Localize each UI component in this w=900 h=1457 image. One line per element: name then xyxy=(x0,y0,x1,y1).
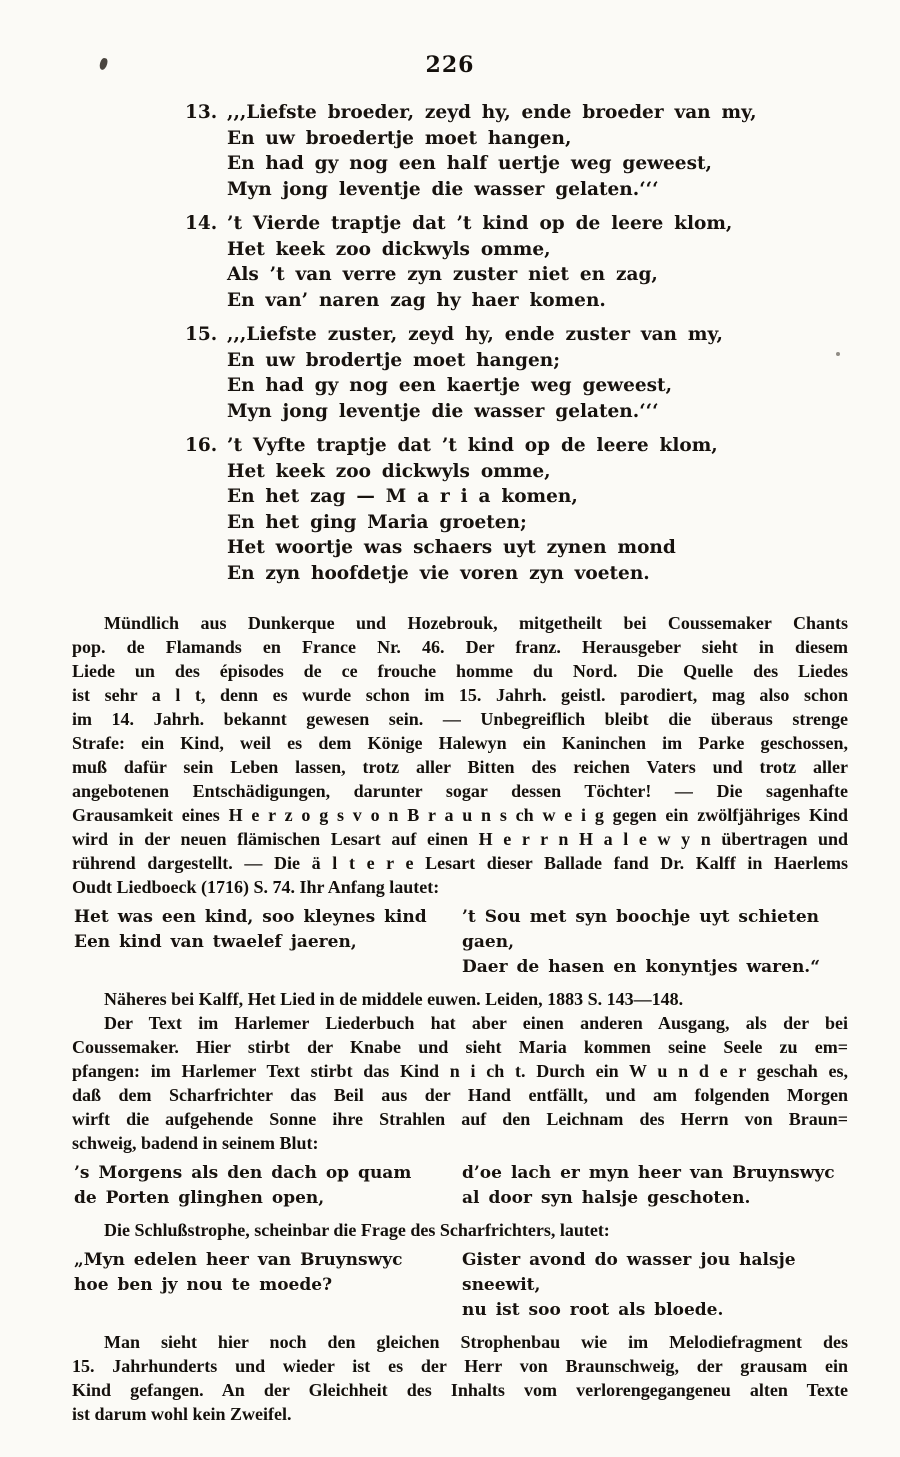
commentary-line: pop. de Flamands en France Nr. 46. Der franz. Herausgeber sieht in diesem xyxy=(72,637,848,657)
verse-line: En het zag — M a r i a komen, xyxy=(227,486,578,507)
quoted-verse-2 xyxy=(74,1161,848,1211)
quote-left-column xyxy=(74,1161,462,1211)
quote-line: al door syn halsje geschoten. xyxy=(462,1188,751,1208)
verse-line: En had gy nog een half uertje weg geweest, xyxy=(227,153,712,174)
quoted-verse-3 xyxy=(74,1248,848,1323)
commentary-line: rührend dargestellt. — Die ä l t e r e Lesart dieser Ballade fand Dr. Kalff in Haerlems xyxy=(72,853,848,873)
verse-text: ’t Vyfte traptje dat ’t kind op de leere klom, xyxy=(227,435,718,456)
commentary-paragraph-4 xyxy=(72,1218,848,1242)
quote-line: d’oe lach er myn heer van Bruynswyc xyxy=(462,1163,835,1183)
verse-text: ,,,Liefste zuster, zeyd hy, ende zuster van my, xyxy=(227,324,723,345)
quote-right-column xyxy=(462,1248,848,1323)
verse-line: En van’ naren zag hy haer komen. xyxy=(227,289,606,311)
commentary-line: wirft die aufgehende Sonne ihre Strahlen auf den Leichnam des Herrn von Braun= xyxy=(72,1109,848,1129)
verse-text: ’t Vierde traptje dat ’t kind op de leere klom, xyxy=(227,213,733,234)
commentary-line: ist sehr a l t, denn es wurde schon im 15. Jahrh. geistl. parodiert, mag also schon xyxy=(72,685,848,705)
commentary-paragraph-2 xyxy=(72,987,848,1011)
commentary-line: Oudt Liedboeck (1716) S. 74. Ihr Anfang lautet: xyxy=(72,877,440,897)
commentary-paragraph-5 xyxy=(72,1330,848,1426)
commentary-line: 15. Jahrhunderts und wieder ist es der Herr von Braunschweig, der grausam ein xyxy=(72,1356,848,1376)
verse-line xyxy=(185,211,900,237)
commentary-line: Mündlich aus Dunkerque und Hozebrouk, mitgetheilt bei Coussemaker Chants xyxy=(104,613,848,633)
quote-line: „Myn edelen heer van Bruynswyc xyxy=(74,1250,403,1270)
quote-right-column xyxy=(462,1161,848,1211)
commentary-line: Man sieht hier noch den gleichen Strophenbau wie im Melodiefragment des xyxy=(104,1332,848,1352)
verse-line: En had gy nog een kaertje weg geweest, xyxy=(227,375,673,396)
verse-line: Het keek zoo dickwyls omme, xyxy=(227,460,551,482)
verse-line xyxy=(185,433,900,459)
verse-text: ,,,Liefste broeder, zeyd hy, ende broeder van my, xyxy=(227,102,757,123)
commentary-line: Grausamkeit eines H e r z o g s v o n B r a u n s ch w e i g gegen ein zwölfjähriges Kind xyxy=(72,805,848,825)
quote-line: Een kind van twaelef jaeren, xyxy=(74,932,357,952)
quote-line: Gister avond do wasser jou halsje sneewit, xyxy=(462,1250,796,1295)
quote-line: Het was een kind, soo kleynes kind xyxy=(74,907,427,927)
commentary-line: daß dem Scharfrichter das Beil aus der Hand entfällt, und am folgenden Morgen xyxy=(72,1085,848,1105)
commentary-section xyxy=(72,611,848,1426)
commentary-paragraph-1 xyxy=(72,611,848,899)
commentary-line: schweig, badend in seinem Blut: xyxy=(72,1133,319,1153)
commentary-line: ist darum wohl kein Zweifel. xyxy=(72,1404,292,1424)
quote-right-column xyxy=(462,905,848,980)
commentary-line: angebotenen Entschädigungen, darunter sogar dessen Töchter! — Die sagenhafte xyxy=(72,781,848,801)
stanza-section xyxy=(185,100,900,586)
commentary-line: Strafe: ein Kind, weil es dem Könige Halewyn ein Kaninchen im Parke geschossen, xyxy=(72,733,848,753)
stanza-number: 15. xyxy=(185,324,218,345)
stanza-14 xyxy=(185,211,900,313)
ink-smudge xyxy=(836,352,840,356)
verse-line: En uw brodertje moet hangen; xyxy=(227,349,561,371)
verse-line: En uw broedertje moet hangen, xyxy=(227,127,572,149)
commentary-line: Der Text im Harlemer Liederbuch hat aber einen anderen Ausgang, als der bei xyxy=(104,1013,848,1033)
quote-line: hoe ben jy nou te moede? xyxy=(74,1275,333,1295)
stanza-number: 13. xyxy=(185,102,218,123)
quote-line: Daer de hasen en konyntjes waren.“ xyxy=(462,957,821,977)
stanza-16 xyxy=(185,433,900,586)
quote-left-column xyxy=(74,1248,462,1323)
quote-line: de Porten glinghen open, xyxy=(74,1188,325,1208)
commentary-line: wird in der neuen flämischen Lesart auf einen H e r r n H a l e w y n übertragen und xyxy=(72,829,848,849)
commentary-line: Die Schlußstrophe, scheinbar die Frage des Scharfrichters, lautet: xyxy=(104,1220,610,1240)
quote-line: ’t Sou met syn boochje uyt schieten gaen, xyxy=(462,907,819,952)
quote-left-column xyxy=(74,905,462,980)
verse-line: Myn jong leventje die wasser gelaten.‘‘‘ xyxy=(227,400,659,422)
quote-line: ’s Morgens als den dach op quam xyxy=(74,1163,412,1183)
quoted-verse-1 xyxy=(74,905,848,980)
commentary-line: Kind gefangen. An der Gleichheit des Inhalts vom verlorengegangeneu alten Texte xyxy=(72,1380,848,1400)
commentary-line: Näheres bei Kalff, Het Lied in de middele euwen. Leiden, 1883 S. 143—148. xyxy=(104,989,684,1009)
commentary-line: im 14. Jahrh. bekannt gewesen sein. — Unbegreiflich bleibt die überaus strenge xyxy=(72,709,848,729)
verse-line: Het woortje was schaers uyt zynen mond xyxy=(227,537,676,558)
stanza-15 xyxy=(185,322,900,424)
commentary-paragraph-3 xyxy=(72,1011,848,1155)
commentary-line: Coussemaker. Hier stirbt der Knabe und sieht Maria kommen seine Seele zu em= xyxy=(72,1037,848,1057)
page-number: 226 xyxy=(425,52,475,78)
verse-line: Als ’t van verre zyn zuster niet en zag, xyxy=(227,264,658,285)
verse-line: Het keek zoo dickwyls omme, xyxy=(227,238,551,260)
commentary-line: muß dafür sein Leben lassen, trotz aller Bitten des reichen Vaters und trotz aller xyxy=(72,757,848,777)
stanza-13 xyxy=(185,100,900,202)
commentary-line: Liede un des épisodes de ce frouche homme du Nord. Die Quelle des Liedes xyxy=(72,661,848,681)
verse-line xyxy=(185,100,900,126)
verse-line: Myn jong leventje die wasser gelaten.‘‘‘ xyxy=(227,178,659,200)
verse-line: En zyn hoofdetje vie voren zyn voeten. xyxy=(227,562,650,584)
stanza-number: 16. xyxy=(185,435,218,456)
commentary-line: pfangen: im Harlemer Text stirbt das Kind n i ch t. Durch ein W u n d e r geschah es, xyxy=(72,1061,848,1081)
stanza-number: 14. xyxy=(185,213,218,234)
quote-line: nu ist soo root als bloede. xyxy=(462,1300,724,1320)
verse-line xyxy=(185,322,900,348)
verse-line: En het ging Maria groeten; xyxy=(227,511,527,533)
